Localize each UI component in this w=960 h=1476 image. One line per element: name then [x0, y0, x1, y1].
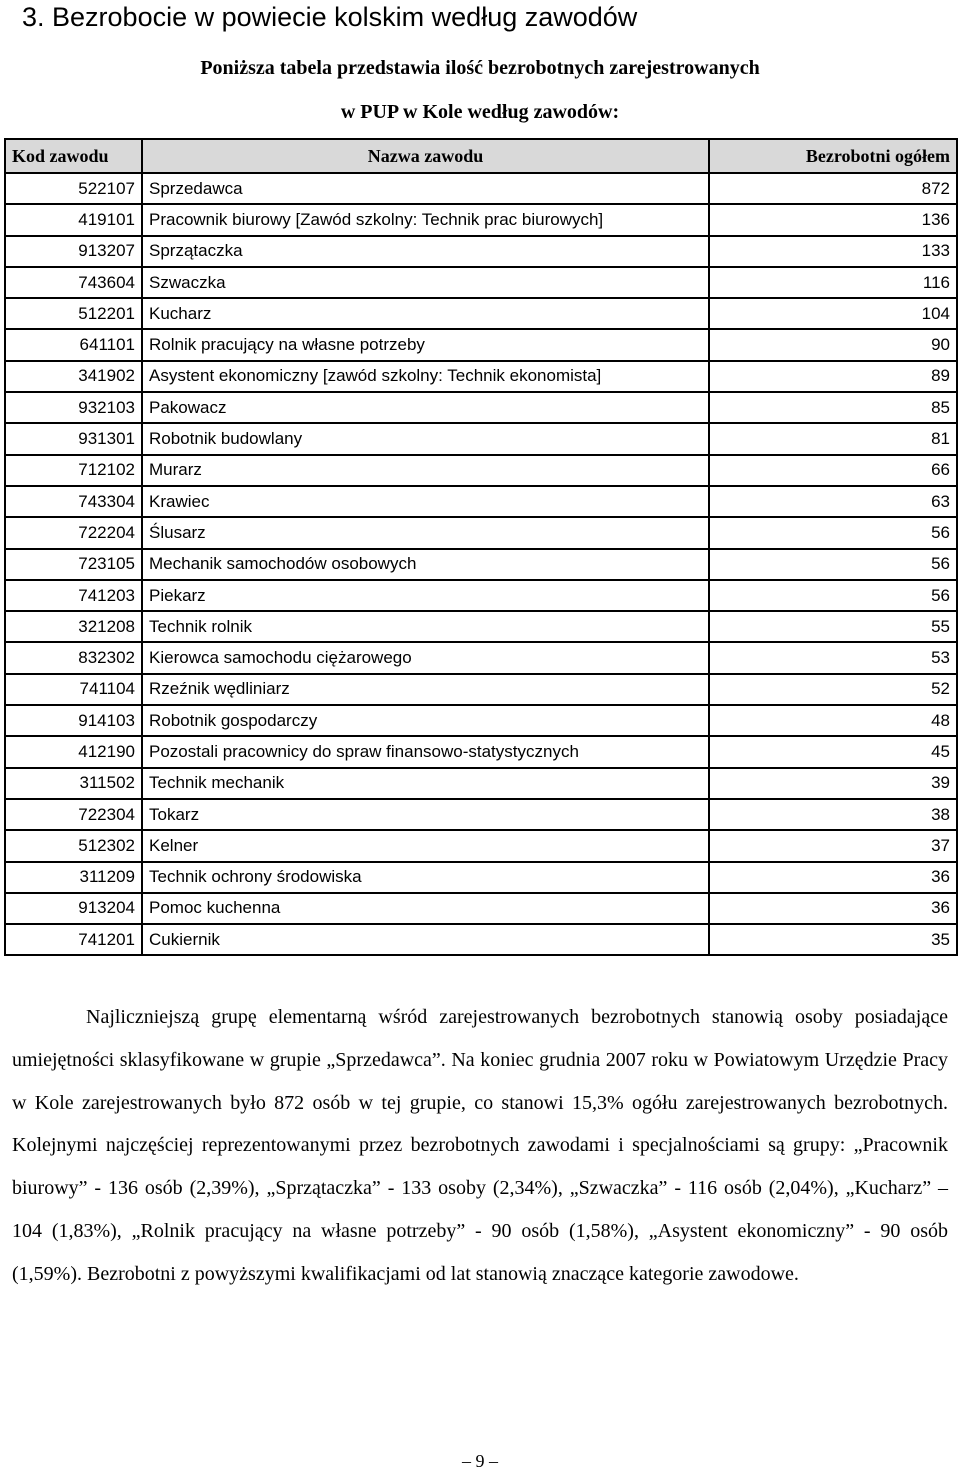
cell-occupation-name: Robotnik gospodarczy [142, 705, 709, 736]
table-row [5, 423, 957, 454]
table-row [5, 642, 957, 673]
cell-unemployed-total: 81 [709, 423, 957, 454]
table-row [5, 674, 957, 705]
cell-unemployed-total: 63 [709, 486, 957, 517]
cell-occupation-name: Cukiernik [142, 924, 709, 955]
cell-occupation-code: 741104 [5, 674, 142, 705]
cell-unemployed-total: 89 [709, 361, 957, 392]
cell-unemployed-total: 133 [709, 236, 957, 267]
cell-occupation-code: 641101 [5, 329, 142, 360]
cell-occupation-code: 512302 [5, 830, 142, 861]
cell-occupation-name: Technik rolnik [142, 611, 709, 642]
table-row [5, 361, 957, 392]
table-intro-line-1: Poniższa tabela przedstawia ilość bezrobotnych zarejestrowanych [200, 57, 760, 79]
table-row [5, 486, 957, 517]
cell-unemployed-total: 36 [709, 893, 957, 924]
cell-unemployed-total: 90 [709, 329, 957, 360]
cell-occupation-name: Sprzątaczka [142, 236, 709, 267]
table-row [5, 549, 957, 580]
occupations-table [4, 138, 958, 956]
cell-occupation-code: 341902 [5, 361, 142, 392]
cell-occupation-code: 722304 [5, 799, 142, 830]
cell-occupation-name: Pracownik biurowy [Zawód szkolny: Technik prac biurowych] [142, 204, 709, 235]
cell-occupation-name: Krawiec [142, 486, 709, 517]
header-unemployed-total: Bezrobotni ogółem [709, 139, 957, 173]
cell-unemployed-total: 136 [709, 204, 957, 235]
cell-occupation-name: Mechanik samochodów osobowych [142, 549, 709, 580]
cell-occupation-code: 743304 [5, 486, 142, 517]
cell-occupation-name: Rzeźnik wędliniarz [142, 674, 709, 705]
cell-occupation-name: Piekarz [142, 580, 709, 611]
section-heading: 3. Bezrobocie w powiecie kolskim według zawodów [22, 2, 638, 32]
cell-occupation-name: Murarz [142, 455, 709, 486]
cell-occupation-code: 712102 [5, 455, 142, 486]
cell-unemployed-total: 39 [709, 768, 957, 799]
cell-occupation-code: 743604 [5, 267, 142, 298]
cell-occupation-name: Pakowacz [142, 392, 709, 423]
cell-unemployed-total: 66 [709, 455, 957, 486]
table-row [5, 392, 957, 423]
cell-occupation-code: 913207 [5, 236, 142, 267]
cell-unemployed-total: 56 [709, 517, 957, 548]
cell-occupation-code: 311209 [5, 862, 142, 893]
cell-unemployed-total: 37 [709, 830, 957, 861]
cell-occupation-code: 311502 [5, 768, 142, 799]
cell-occupation-code: 741203 [5, 580, 142, 611]
cell-occupation-code: 512201 [5, 298, 142, 329]
cell-unemployed-total: 104 [709, 298, 957, 329]
cell-occupation-code: 723105 [5, 549, 142, 580]
cell-occupation-code: 741201 [5, 924, 142, 955]
table-row [5, 267, 957, 298]
table-row [5, 893, 957, 924]
cell-unemployed-total: 36 [709, 862, 957, 893]
cell-unemployed-total: 56 [709, 549, 957, 580]
cell-unemployed-total: 52 [709, 674, 957, 705]
table-row [5, 455, 957, 486]
table-row [5, 517, 957, 548]
cell-occupation-name: Robotnik budowlany [142, 423, 709, 454]
cell-unemployed-total: 116 [709, 267, 957, 298]
table-row [5, 329, 957, 360]
cell-occupation-code: 522107 [5, 173, 142, 204]
page-number: – 9 – [462, 1451, 498, 1471]
cell-unemployed-total: 872 [709, 173, 957, 204]
cell-occupation-code: 931301 [5, 423, 142, 454]
table-row [5, 799, 957, 830]
table-intro-line-2: w PUP w Kole według zawodów: [340, 101, 620, 123]
cell-occupation-name: Kelner [142, 830, 709, 861]
cell-occupation-name: Kucharz [142, 298, 709, 329]
cell-occupation-name: Tokarz [142, 799, 709, 830]
cell-occupation-name: Szwaczka [142, 267, 709, 298]
cell-occupation-code: 321208 [5, 611, 142, 642]
table-row [5, 580, 957, 611]
cell-occupation-code: 913204 [5, 893, 142, 924]
table-header-row [5, 139, 957, 173]
cell-occupation-name: Asystent ekonomiczny [zawód szkolny: Technik ekonomista] [142, 361, 709, 392]
header-occupation-name: Nazwa zawodu [142, 139, 709, 173]
table-row [5, 924, 957, 955]
header-occupation-code: Kod zawodu [5, 139, 142, 173]
cell-occupation-code: 722204 [5, 517, 142, 548]
table-row [5, 862, 957, 893]
table-row [5, 705, 957, 736]
cell-unemployed-total: 56 [709, 580, 957, 611]
cell-unemployed-total: 53 [709, 642, 957, 673]
cell-occupation-code: 419101 [5, 204, 142, 235]
cell-unemployed-total: 45 [709, 736, 957, 767]
cell-occupation-name: Sprzedawca [142, 173, 709, 204]
cell-unemployed-total: 85 [709, 392, 957, 423]
table-row [5, 173, 957, 204]
cell-occupation-code: 412190 [5, 736, 142, 767]
cell-unemployed-total: 38 [709, 799, 957, 830]
cell-occupation-name: Technik ochrony środowiska [142, 862, 709, 893]
cell-occupation-name: Ślusarz [142, 517, 709, 548]
table-row [5, 830, 957, 861]
table-row [5, 236, 957, 267]
cell-occupation-code: 932103 [5, 392, 142, 423]
table-row [5, 611, 957, 642]
table-body [5, 173, 957, 955]
cell-occupation-name: Pozostali pracownicy do spraw finansowo-statystycznych [142, 736, 709, 767]
table-row [5, 768, 957, 799]
table-row [5, 204, 957, 235]
cell-occupation-name: Technik mechanik [142, 768, 709, 799]
cell-unemployed-total: 55 [709, 611, 957, 642]
cell-unemployed-total: 35 [709, 924, 957, 955]
cell-occupation-name: Pomoc kuchenna [142, 893, 709, 924]
table-row [5, 736, 957, 767]
cell-occupation-name: Rolnik pracujący na własne potrzeby [142, 329, 709, 360]
cell-occupation-name: Kierowca samochodu ciężarowego [142, 642, 709, 673]
table-row [5, 298, 957, 329]
summary-paragraph: Najliczniejszą grupę elementarną wśród zarejestrowanych bezrobotnych stanowią osoby posiadające umiejętności sklasyfikowane w grupie „Sprzedawca”. Na koniec grudnia 2007 roku w Powiatowym Urzędzie Pracy w Kole zarejestrowanych było 872 osób w tej grupie, co stanowi 15,3% ogółu zarejestrowanych bezrobotnych. Kolejnymi najczęściej reprezentowanymi przez bezrobotnych zawodami i specjalnościami są grupy: „Pracownik biurowy” - 136 osób (2,39%), „Sprzątaczka” - 133 osoby (2,34%), „Szwaczka” - 116 osób (2,04%), „Kucharz” – 104 (1,83%), „Rolnik pracujący na własne potrzeby” - 90 osób (1,58%), „Asystent ekonomiczny” - 90 osób (1,59%). Bezrobotni z powyższymi kwalifikacjami od lat stanowią znaczące kategorie zawodowe. [12, 1006, 948, 1285]
cell-occupation-code: 914103 [5, 705, 142, 736]
cell-unemployed-total: 48 [709, 705, 957, 736]
cell-occupation-code: 832302 [5, 642, 142, 673]
